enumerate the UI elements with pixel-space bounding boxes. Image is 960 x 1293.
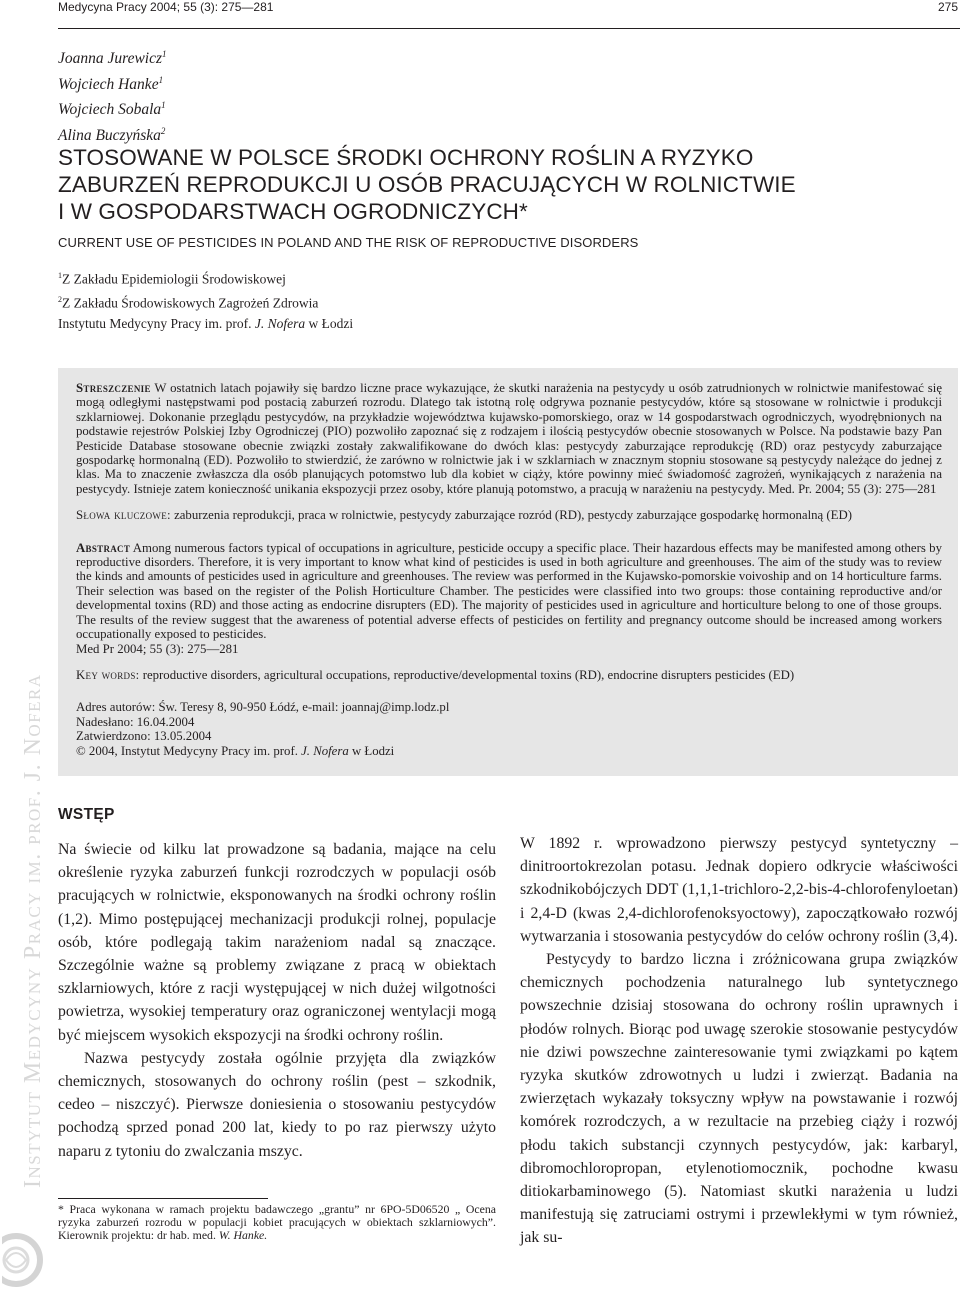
affiliation: $^2$Z Zakładu Środowiskowych Zagrożeń Zdrowia	[58, 295, 319, 311]
copyright: © 2004, Instytut Medycyny Pracy im. prof. J. Nofera w Łodzi	[76, 743, 395, 758]
header-rule	[58, 28, 960, 29]
paragraph: Nazwa pestycydy została ogólnie przyjęta dla związków chemicznych, stosowanych do ochrony roślin (pest – szkodnik, cedeo – niszczyć). Pierwsze doniesienia o stosowaniu pestycydów pochodzą sprzed ponad 200 lat, kiedy to po raz pierwszy użyto naparu z tytoniu do zwalczania mszyc.	[58, 1049, 496, 1160]
author: Alina Buczyńska$^2$	[58, 125, 166, 145]
keywords-pl-label: Słowa kluczowe:	[76, 508, 171, 523]
paragraph: W 1892 r. wprowadzono pierwszy pestycyd syntetyczny – dinitroortokrezolan potasu. Jednak dopiero odkrycie właściwości szkodnikobójczych DDT (1,1,1-trichloro-2,2-bis-4-chlorofenyloetan) i 2,4-D (kwas 2,4-dichlorofenoksyoctowy), zapoczątkowało rozwój wytwarzania i stosowania pestycydów do celów ochrony roślin (3,4).	[520, 835, 958, 945]
paragraph: Na świecie od kilku lat prowadzone są badania, mające na celu określenie ryzyka zaburzeń funkcji rozrodczych w populacji osób pracujących w rolnictwie, eksponowanych na środki ochrony roślin (1,2). Mimo postępującej mechanizacji produkcji rolnej, populacje osób, które podlegają takim narażeniom nadal są znaczące. Szczególnie ważne są problemy związane z pracą w obiektach szklarniowych, które z racji występującej w nich dużej wilgotności powietrza, wysokiej temperatury oraz ograniczonej wentylacji mogą być miejscem wysokich ekspozycji na środki ochrony roślin.	[58, 841, 496, 1044]
accepted-date: Zatwierdzono: 13.05.2004	[76, 729, 212, 744]
affiliations	[58, 266, 353, 335]
running-head	[58, 0, 960, 18]
received-date: Nadesłano: 16.04.2004	[76, 714, 195, 729]
abstract-box	[58, 368, 958, 776]
footnote: * Praca wykonana w ramach projektu badawczego „grantu” nr 6PO-5D06520 „ Ocena ryzyka zaburzeń rozrodu w populacji kobiet pracujących w obiektach szklarniowych”. Kierownik projektu: dr hab. med. W. Hanke.	[58, 1202, 496, 1243]
side-watermark: Instytut Medycyny Pracy im. prof. J. Nofera	[20, 673, 46, 1188]
article-title: STOSOWANE W POLSCE ŚRODKI OCHRONY ROŚLIN A RYZYKO ZABURZEŃ REPRODUKCJI U OSÓB PRACUJĄCYCH W ROLNICTWIE I W GOSPODARSTWACH OGRODNICZYCH*	[58, 145, 796, 224]
author: Wojciech Sobala$^1$	[58, 100, 166, 119]
keywords-en: Key words: reproductive disorders, agricultural occupations, reproductive/developmental toxins (RD), endocrine disrupters pesticides (ED)	[76, 667, 795, 682]
author-list	[58, 44, 167, 147]
keywords-pl: Słowa kluczowe: zaburzenia reprodukcji, praca w rolnictwie, pestycydy zaburzające rozród (RD), pestycdy zaburzające gospodarkę hormonalną (ED)	[76, 508, 852, 523]
abstract-pl-label: Streszczenie	[76, 381, 151, 395]
footnote-rule	[58, 1198, 268, 1199]
institute-seal-icon	[2, 1232, 46, 1288]
author: Wojciech Hanke$^1$	[58, 74, 164, 93]
journal-citation: Medycyna Pracy 2004; 55 (3): 275—281	[58, 0, 274, 14]
keywords-en-label: Key words:	[76, 667, 140, 682]
affiliation: $^1$Z Zakładu Epidemiologii Środowiskowej	[58, 271, 286, 287]
paragraph: Pestycydy to bardzo liczna i zróżnicowana grupa związków chemicznych pochodzenia naturalnego lub syntetycznego powszechnie dzisiaj stosowana do ochrony roślin uprawnych i płodów rolnych. Biorąc pod uwagę szerokie stosowanie pestycydów nie dziwi powszechne zainteresowanie tymi związkami po kątem ryzyka skutków zdrowotnych u ludzi i zwierząt. Badania na zwierzętach wykazały toksyczny wpływ na powstawanie i rozwój komórek rozrodczych, a w rezultacie na przebieg ciąży i rozwój płodu takich substancji czynnych pestycydów, jak: karbaryl, dibromochloropropan, etylenotiomocznik, pochodne kwasu ditiokarbaminowego (5). Natomiast skutki narażenia u ludzi manifestują się zatruciami ostrymi i przewlekłymi w tym również, jak su-	[520, 951, 958, 1247]
left-column	[58, 806, 496, 1163]
address: Adres autorów: Św. Teresy 8, 90-950 Łódź, e-mail: joannaj@imp.lodz.pl	[76, 700, 450, 715]
right-column	[520, 832, 958, 1250]
english-title: CURRENT USE OF PESTICIDES IN POLAND AND THE RISK OF REPRODUCTIVE DISORDERS	[58, 235, 639, 250]
correspondence	[76, 700, 942, 758]
author: Joanna Jurewicz$^1$	[58, 49, 167, 68]
abstract-pl: Streszczenie W ostatnich latach pojawiły się bardzo liczne prace wykazujące, że skutki narażenia na pestycydy u osób zatrudnionych w rolnictwie manifestować się mogą odległymi następstwami pod postacią zaburzeń rozrodu. Dlatego tak istotną rolę odgrywa poznanie pestycydów, które są stosowane w rolnictwie i produkcji szklarniowej. Dokonanie przeglądu pestycydów, na przykładzie województwa kujawsko-pomorskiego, oraz w 14 gospodarstwach ogrodniczych, wyodrębnionych na podstawie rejestrów Polskiej Izby Ogrodniczej (PIO) pozwoliło zapoznać się z rodzajem i ilością pestycydów obecnie stosowanych w Polsce. Na podstawie bazy Pan Pesticide Database stosowane obecnie związki zostały zakwalifikowane do dwóch klas: pestycydy zaburzające reprodukcję (RD) oraz pestycydy zaburzające gospodarkę hormonalną (ED). Pozwoliło to stwierdzić, że zarówno w rolnictwie jak i w szklarniach w znacznym stopniu stosowane są pestycydy należące do jednej z klas. Ma to znaczenie zwłaszcza dla osób planujących potomstwo lub dla kobiet w ciąży, które powinny mieć świadomość zagrożeń, wynikających z narażenia na pestycydy. Istnieje zatem konieczność unikania ekspozycji przez osoby, które planują potomstwo, a pracują w narażeniu na pestycydy. Med. Pr. 2004; 55 (3): 275—281	[76, 381, 942, 496]
abstract-en-label: Abstract	[76, 540, 131, 555]
institute: Instytutu Medycyny Pracy im. prof. J. Nofera w Łodzi	[58, 316, 354, 331]
section-heading: WSTĘP	[58, 806, 115, 823]
page-number: 275	[937, 0, 958, 14]
abstract-en: Abstract Among numerous factors typical of occupations in agriculture, pesticide occupy a specific place. Their hazardous effects may be manifested among others by reproductive disorders. Therefore, it is very important to know what kind of pesticides is used in both agriculture and greenhouses. The aim of the study was to review the kinds and amounts of pesticides used in agriculture and greenhouses. The review was performed in the Kujawsko-pomorskie voivoship and on 14 horticulture farms. Their selection was based on the register of the Polish Horticulture Chamber. The pesticides were classified into two groups: those containing reproductive and/or developmental toxins (RD) and those acting as endocrine disrupters (ED). The majority of pesticides used in agriculture and horticulture belong to one of those groups. The results of the review suggest that the awareness of potential adverse effects of pesticides on fertility and pregnancy outcome should be increased among workers occupationally exposed to pesticides. Med Pr 2004; 55 (3): 275—281	[76, 540, 942, 656]
